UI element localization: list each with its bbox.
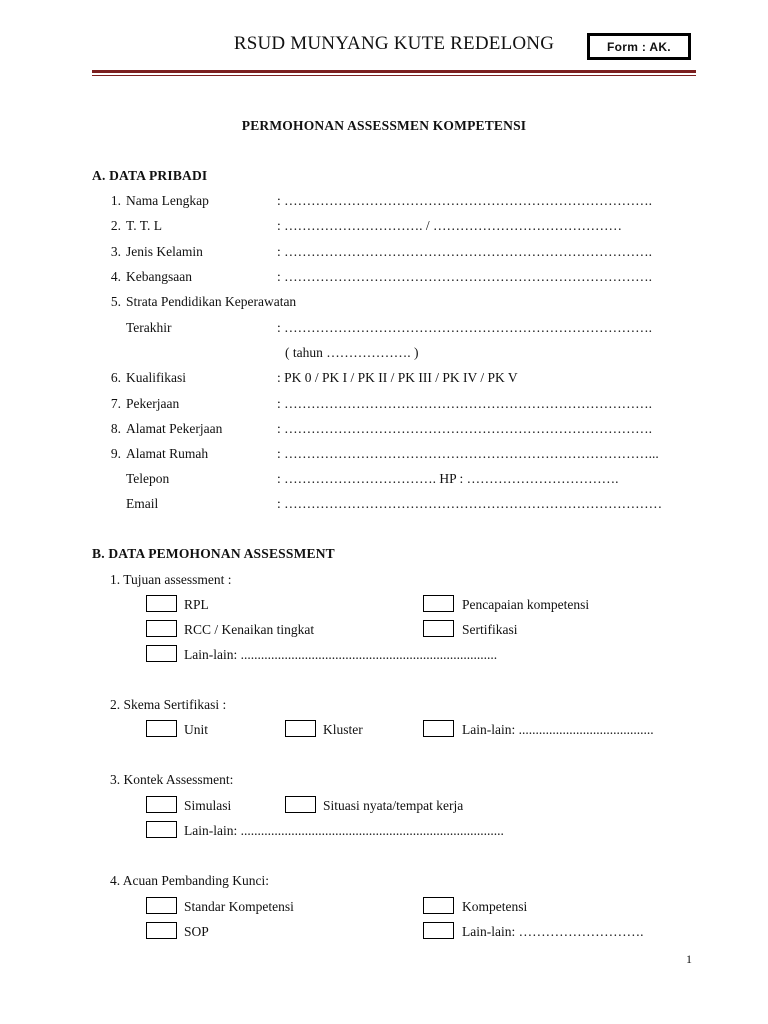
field-value-alamat-rumah[interactable]: : ………………………………………………………………………... [277, 446, 659, 461]
field-number: 9. [110, 446, 121, 461]
checkbox-lain-lain[interactable] [423, 922, 454, 939]
option-label: Lain-lain: ............................................................................ [184, 647, 498, 662]
option-label: Standar Kompetensi [184, 899, 294, 914]
option-label: Unit [184, 722, 209, 737]
field-value-nama[interactable]: : ………………………………………………………………………. [277, 193, 653, 208]
field-label-alamat-pekerjaan: Alamat Pekerjaan [126, 421, 223, 436]
hospital-name: RSUD MUNYANG KUTE REDELONG [233, 33, 555, 54]
option-label: Lain-lain: ........................................ [462, 722, 654, 737]
option-label: Sertifikasi [462, 622, 518, 637]
option-label: Lain-lain: .............................................................................. [184, 823, 504, 838]
checkbox-unit[interactable] [146, 720, 177, 737]
checkbox-rcc[interactable] [146, 620, 177, 637]
header-rule-thick [92, 70, 696, 73]
field-number: 7. [110, 396, 121, 411]
checkbox-situasi-nyata[interactable] [285, 796, 316, 813]
field-label-telepon: Telepon [126, 471, 170, 486]
option-label: Simulasi [184, 798, 232, 813]
option-label: Lain-lain: ………………………. [462, 924, 644, 939]
question-acuan: 4. Acuan Pembanding Kunci: [110, 873, 269, 888]
field-number: 1. [110, 193, 121, 208]
page-number: 1 [686, 952, 692, 966]
field-value-ttl[interactable]: : …………………………. / …………………………………… [277, 218, 623, 233]
form-code-box: Form : AK. [587, 33, 691, 60]
option-label: Kompetensi [462, 899, 528, 914]
field-label-alamat-rumah: Alamat Rumah [126, 446, 209, 461]
field-number: 4. [110, 269, 121, 284]
checkbox-kompetensi[interactable] [423, 897, 454, 914]
field-label-kualifikasi: Kualifikasi [126, 370, 186, 385]
checkbox-standar-kompetensi[interactable] [146, 897, 177, 914]
field-label-strata: Strata Pendidikan Keperawatan [126, 294, 297, 309]
field-value-alamat-pekerjaan[interactable]: : ………………………………………………………………………. [277, 421, 653, 436]
field-number: 2. [110, 218, 121, 233]
option-label: RPL [184, 597, 209, 612]
option-label: Situasi nyata/tempat kerja [323, 798, 464, 813]
option-label: Pencapaian kompetensi [462, 597, 590, 612]
question-kontek: 3. Kontek Assessment: [110, 772, 234, 787]
checkbox-kluster[interactable] [285, 720, 316, 737]
field-value-jenis-kelamin[interactable]: : ………………………………………………………………………. [277, 244, 653, 259]
option-label: SOP [184, 924, 209, 939]
field-label-nama: Nama Lengkap [126, 193, 209, 208]
field-label-ttl: T. T. L [126, 218, 162, 233]
field-value-terakhir[interactable]: : ………………………………………………………………………. [277, 320, 653, 335]
checkbox-lain-lain[interactable] [423, 720, 454, 737]
checkbox-lain-lain[interactable] [146, 645, 177, 662]
field-value-email[interactable]: : ………………………………………………………………………… [277, 496, 663, 511]
checkbox-sertifikasi[interactable] [423, 620, 454, 637]
field-value-tahun[interactable]: ( tahun ………………. ) [285, 345, 419, 360]
section-a-heading: A. DATA PRIBADI [92, 168, 208, 183]
question-skema: 2. Skema Sertifikasi : [110, 697, 227, 712]
field-number: 5. [110, 294, 121, 309]
checkbox-pencapaian-kompetensi[interactable] [423, 595, 454, 612]
field-label-pekerjaan: Pekerjaan [126, 396, 180, 411]
document-title: PERMOHONAN ASSESSMEN KOMPETENSI [241, 118, 527, 133]
field-number: 8. [110, 421, 121, 436]
option-label: RCC / Kenaikan tingkat [184, 622, 315, 637]
field-label-terakhir: Terakhir [126, 320, 172, 335]
field-value-pekerjaan[interactable]: : ………………………………………………………………………. [277, 396, 653, 411]
checkbox-sop[interactable] [146, 922, 177, 939]
field-number: 3. [110, 244, 121, 259]
field-number: 6. [110, 370, 121, 385]
section-b-heading: B. DATA PEMOHONAN ASSESSMENT [92, 546, 335, 561]
header-rule-thin [92, 75, 696, 76]
field-value-kebangsaan[interactable]: : ………………………………………………………………………. [277, 269, 653, 284]
checkbox-rpl[interactable] [146, 595, 177, 612]
field-value-kualifikasi[interactable]: : PK 0 / PK I / PK II / PK III / PK IV / PK V [277, 370, 518, 385]
question-tujuan: 1. Tujuan assessment : [110, 572, 232, 587]
checkbox-simulasi[interactable] [146, 796, 177, 813]
field-label-jenis-kelamin: Jenis Kelamin [126, 244, 203, 259]
field-label-kebangsaan: Kebangsaan [126, 269, 192, 284]
checkbox-lain-lain[interactable] [146, 821, 177, 838]
option-label: Kluster [323, 722, 363, 737]
field-label-email: Email [126, 496, 159, 511]
field-value-telepon-hp[interactable]: : ……………………………. HP : ……………………………. [277, 471, 619, 486]
